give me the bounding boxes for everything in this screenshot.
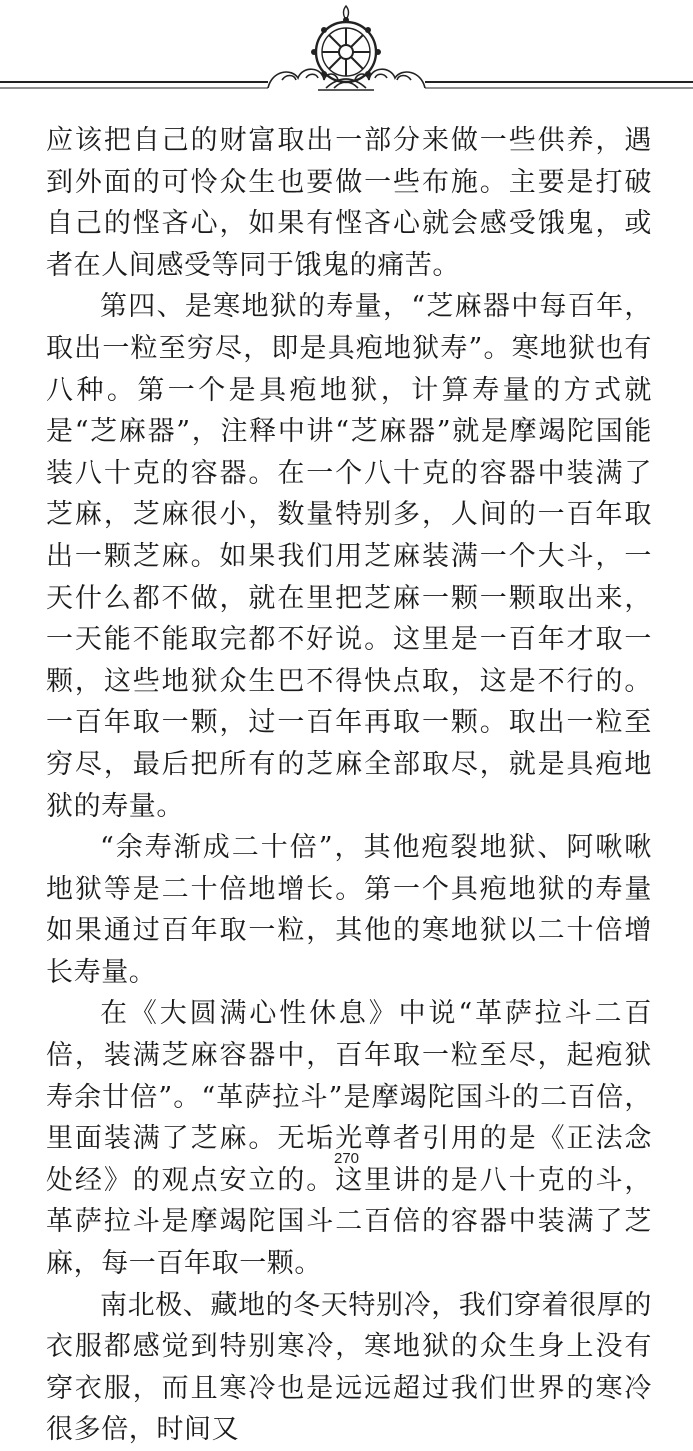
paragraph-2: 第四、是寒地狱的寿量，“芝麻器中每百年，取出一粒至穷尽，即是具疱地狱寿”。寒地狱也有八种。第一个是具疱地狱，计算寿量的方式就是“芝麻器”，注释中讲“芝麻器”就是摩竭陀国能装八十克的容器。在一个八十克的容器中装满了芝麻，芝麻很小，数量特别多，人间的一百年取出一颗芝麻。如果我们用芝麻装满一个大斗，一天什么都不做，就在里把芝麻一颗一颗取出来，一天能不能取完都不好说。这里是一百年才取一颗，这些地狱众生巴不得快点取，这是不行的。一百年取一颗，过一百年再取一颗。取出一粒至穷尽，最后把所有的芝麻全部取尽，就是具疱地狱的寿量。: [46, 291, 652, 822]
page-header-ornament: [0, 0, 693, 110]
dharma-wheel-ornament-icon: [0, 0, 693, 110]
paragraph-5: 南北极、藏地的冬天特别冷，我们穿着很厚的衣服都感觉到特别寒冷，寒地狱的众生身上没有穿衣服，而且寒冷也是远远超过我们世界的寒冷很多倍，时间又: [46, 1289, 652, 1446]
paragraph-4: 在《大圆满心性休息》中说“革萨拉斗二百倍，装满芝麻容器中，百年取一粒至尽，起疱狱寿余廿倍”。“革萨拉斗”是摩竭陀国斗的二百倍，里面装满了芝麻。无垢光尊者引用的是《正法念处经》的观点安立的。这里讲的是八十克的斗，革萨拉斗是摩竭陀国斗二百倍的容器中装满了芝麻，每一百年取一颗。: [46, 998, 652, 1280]
page-number: 270: [333, 1150, 360, 1167]
paragraph-3: “余寿渐成二十倍”，其他疱裂地狱、阿啾啾地狱等是二十倍地增长。第一个具疱地狱的寿量如果通过百年取一粒，其他的寒地狱以二十倍增长寿量。: [46, 832, 652, 988]
paragraph-1: 应该把自己的财富取出一部分来做一些供养，遇到外面的可怜众生也要做一些布施。主要是打破自己的悭吝心，如果有悭吝心就会感受饿鬼，或者在人间感受等同于饿鬼的痛苦。: [46, 125, 652, 281]
body-text: [46, 120, 652, 1451]
